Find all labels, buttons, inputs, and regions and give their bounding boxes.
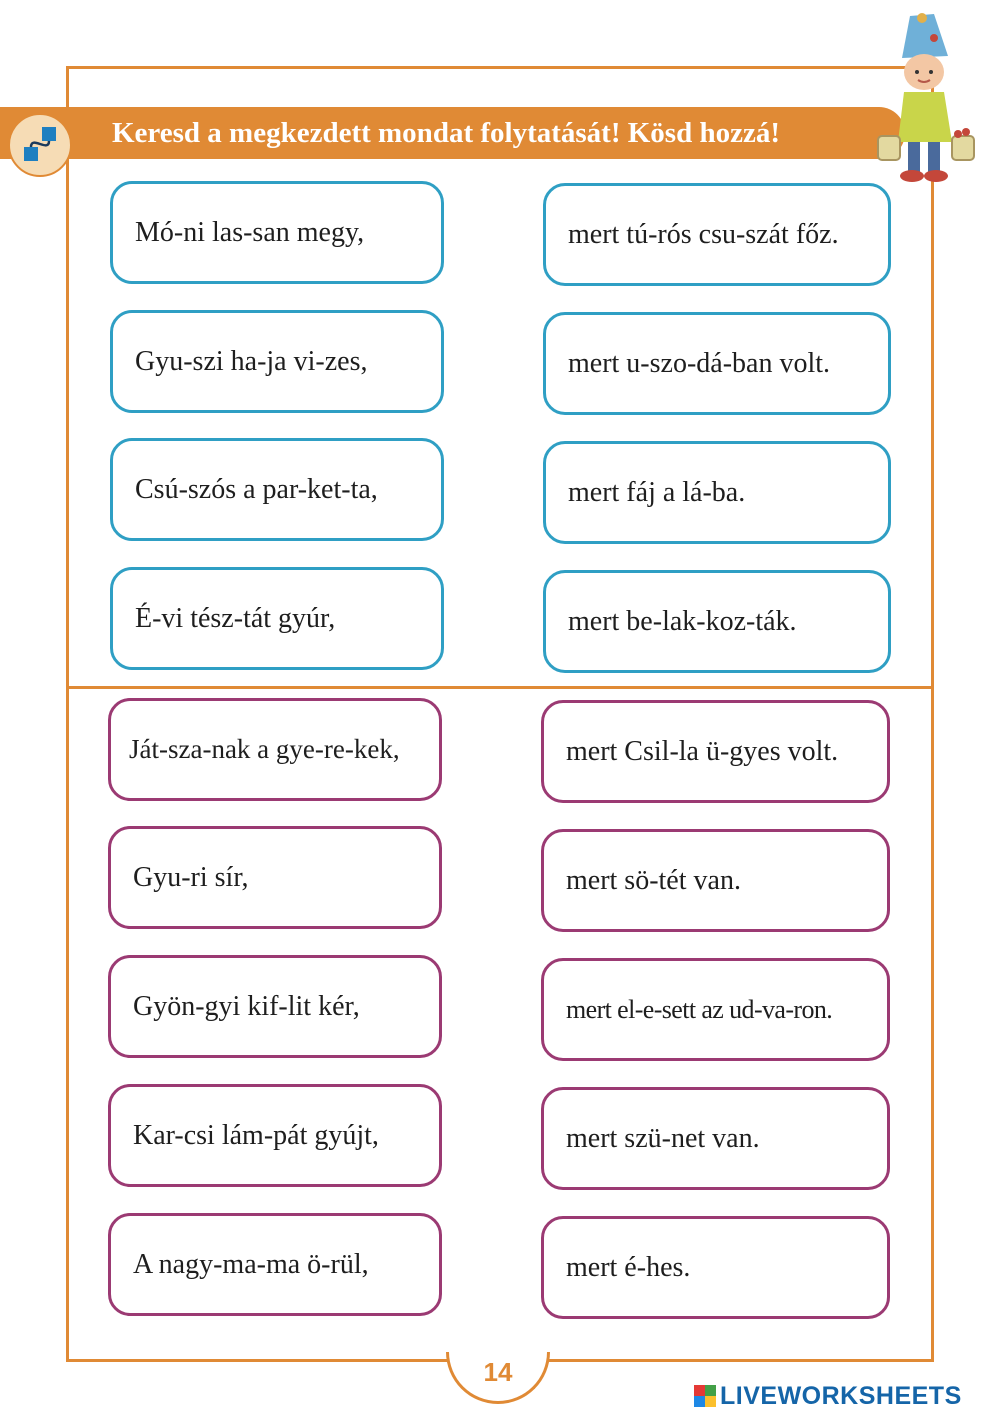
sentence-start-text: Mó-ni las-san megy, [135, 216, 365, 248]
sentence-end-text: mert el-e-sett az ud-va-ron. [566, 994, 833, 1024]
sentence-end-card[interactable] [541, 1216, 890, 1319]
sentence-start-text: Ját-sza-nak a gye-re-kek, [129, 734, 400, 764]
sentence-start-text: Kar-csi lám-pát gyújt, [133, 1119, 379, 1151]
sentence-end-text: mert é-hes. [566, 1251, 691, 1283]
sentence-start-card[interactable] [108, 1213, 442, 1316]
page-number: 14 [446, 1352, 550, 1404]
sentence-start-text: A nagy-ma-ma ö-rül, [133, 1248, 369, 1280]
sentence-start-card[interactable] [110, 181, 444, 284]
sentence-end-card[interactable] [541, 1087, 890, 1190]
sentence-end-card[interactable] [541, 958, 890, 1061]
sentence-start-text: Gyu-szi ha-ja vi-zes, [135, 345, 368, 377]
sentence-end-text: mert Csil-la ü-gyes volt. [566, 735, 839, 767]
sentence-start-card[interactable] [110, 310, 444, 413]
sentence-end-card[interactable] [543, 570, 891, 673]
sentence-end-card[interactable] [543, 183, 891, 286]
sentence-end-text: mert fáj a lá-ba. [568, 476, 746, 508]
sentence-end-text: mert tú-rós csu-szát főz. [568, 218, 839, 250]
child-illustration [872, 10, 982, 190]
sentence-start-card[interactable] [108, 698, 442, 801]
sentence-end-card[interactable] [543, 312, 891, 415]
sentence-start-card[interactable] [110, 438, 444, 541]
brand-logo-icon [694, 1385, 716, 1407]
sentence-start-card[interactable] [108, 1084, 442, 1187]
sentence-end-text: mert u-szo-dá-ban volt. [568, 347, 831, 379]
sentence-end-text: mert be-lak-koz-ták. [568, 605, 797, 637]
sentence-start-text: Csú-szós a par-ket-ta, [135, 473, 378, 505]
brand-text: LIVEWORKSHEETS [720, 1381, 962, 1410]
sentence-start-text: Gyu-ri sír, [133, 861, 249, 893]
sentence-start-text: Gyön-gyi kif-lit kér, [133, 990, 360, 1022]
brand-watermark [694, 1378, 962, 1414]
sentence-end-card[interactable] [543, 441, 891, 544]
sentence-end-text: mert szü-net van. [566, 1122, 760, 1154]
sentence-end-text: mert sö-tét van. [566, 864, 741, 896]
sentence-start-text: É-vi tész-tát gyúr, [135, 602, 336, 634]
sentence-start-card[interactable] [110, 567, 444, 670]
connect-task-badge [8, 113, 72, 177]
sentence-end-card[interactable] [541, 700, 890, 803]
connect-icon [18, 123, 62, 167]
sentence-end-card[interactable] [541, 829, 890, 932]
sentence-start-card[interactable] [108, 955, 442, 1058]
sentence-start-card[interactable] [108, 826, 442, 929]
section-divider [66, 686, 934, 689]
instruction-text: Keresd a megkezdett mondat folytatását! Kösd hozzá! [112, 117, 780, 149]
